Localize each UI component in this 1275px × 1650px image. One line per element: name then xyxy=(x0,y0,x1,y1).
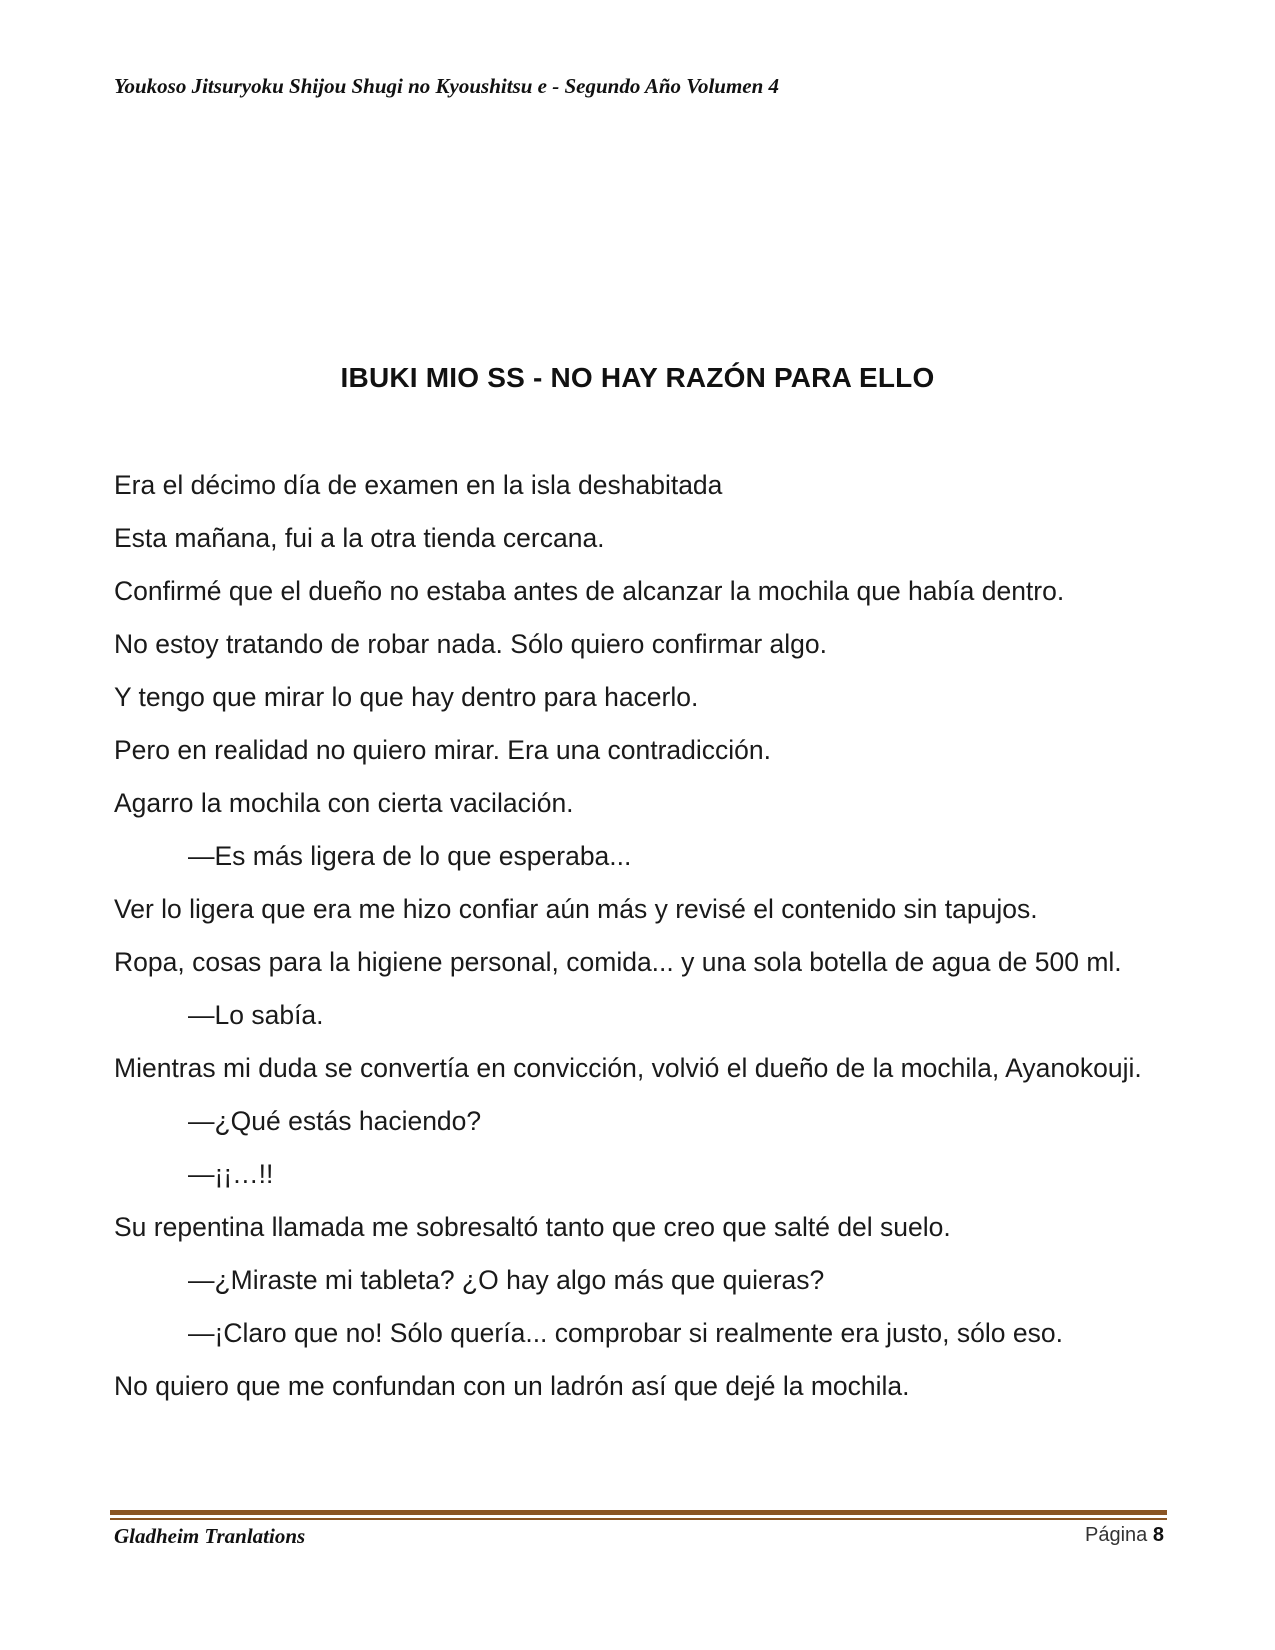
chapter-title: IBUKI MIO SS - NO HAY RAZÓN PARA ELLO xyxy=(340,362,935,393)
running-header: Youkoso Jitsuryoku Shijou Shugi no Kyoushitsu e - Segundo Año Volumen 4 xyxy=(114,74,780,98)
paragraph: Pero en realidad no quiero mirar. Era una contradicción. xyxy=(114,735,771,765)
footer-credit: Gladheim Tranlations xyxy=(114,1524,306,1548)
paragraph: Ropa, cosas para la higiene personal, comida... y una sola botella de agua de 500 ml. xyxy=(114,947,1122,977)
paragraph: No quiero que me confundan con un ladrón así que dejé la mochila. xyxy=(114,1371,910,1401)
dialogue-line: —Es más ligera de lo que esperaba... xyxy=(188,841,632,871)
dialogue-line: —¡¡…!! xyxy=(188,1159,274,1189)
page-number xyxy=(1085,1524,1164,1547)
body-text xyxy=(114,467,1164,1421)
page-number-value: 8 xyxy=(1152,1524,1164,1546)
paragraph: Agarro la mochila con cierta vacilación. xyxy=(114,788,574,818)
paragraph: Y tengo que mirar lo que hay dentro para hacerlo. xyxy=(114,682,699,712)
page-label: Página xyxy=(1085,1524,1148,1546)
paragraph: Era el décimo día de examen en la isla deshabitada xyxy=(114,470,723,500)
dialogue-line: —¡Claro que no! Sólo quería... comprobar si realmente era justo, sólo eso. xyxy=(188,1318,1063,1348)
paragraph: Esta mañana, fui a la otra tienda cercana. xyxy=(114,523,605,553)
paragraph: Confirmé que el dueño no estaba antes de alcanzar la mochila que había dentro. xyxy=(114,576,1065,606)
paragraph: Su repentina llamada me sobresaltó tanto que creo que salté del suelo. xyxy=(114,1212,951,1242)
paragraph: Mientras mi duda se convertía en convicción, volvió el dueño de la mochila, Ayanokouji. xyxy=(114,1053,1142,1083)
dialogue-line: —Lo sabía. xyxy=(188,1000,324,1030)
footer-divider-thin xyxy=(110,1518,1167,1520)
dialogue-line: —¿Miraste mi tableta? ¿O hay algo más que quieras? xyxy=(188,1265,825,1295)
dialogue-line: —¿Qué estás haciendo? xyxy=(188,1106,482,1136)
paragraph: Ver lo ligera que era me hizo confiar aún más y revisé el contenido sin tapujos. xyxy=(114,894,1038,924)
paragraph: No estoy tratando de robar nada. Sólo quiero confirmar algo. xyxy=(114,629,827,659)
footer-divider-thick xyxy=(110,1510,1167,1515)
